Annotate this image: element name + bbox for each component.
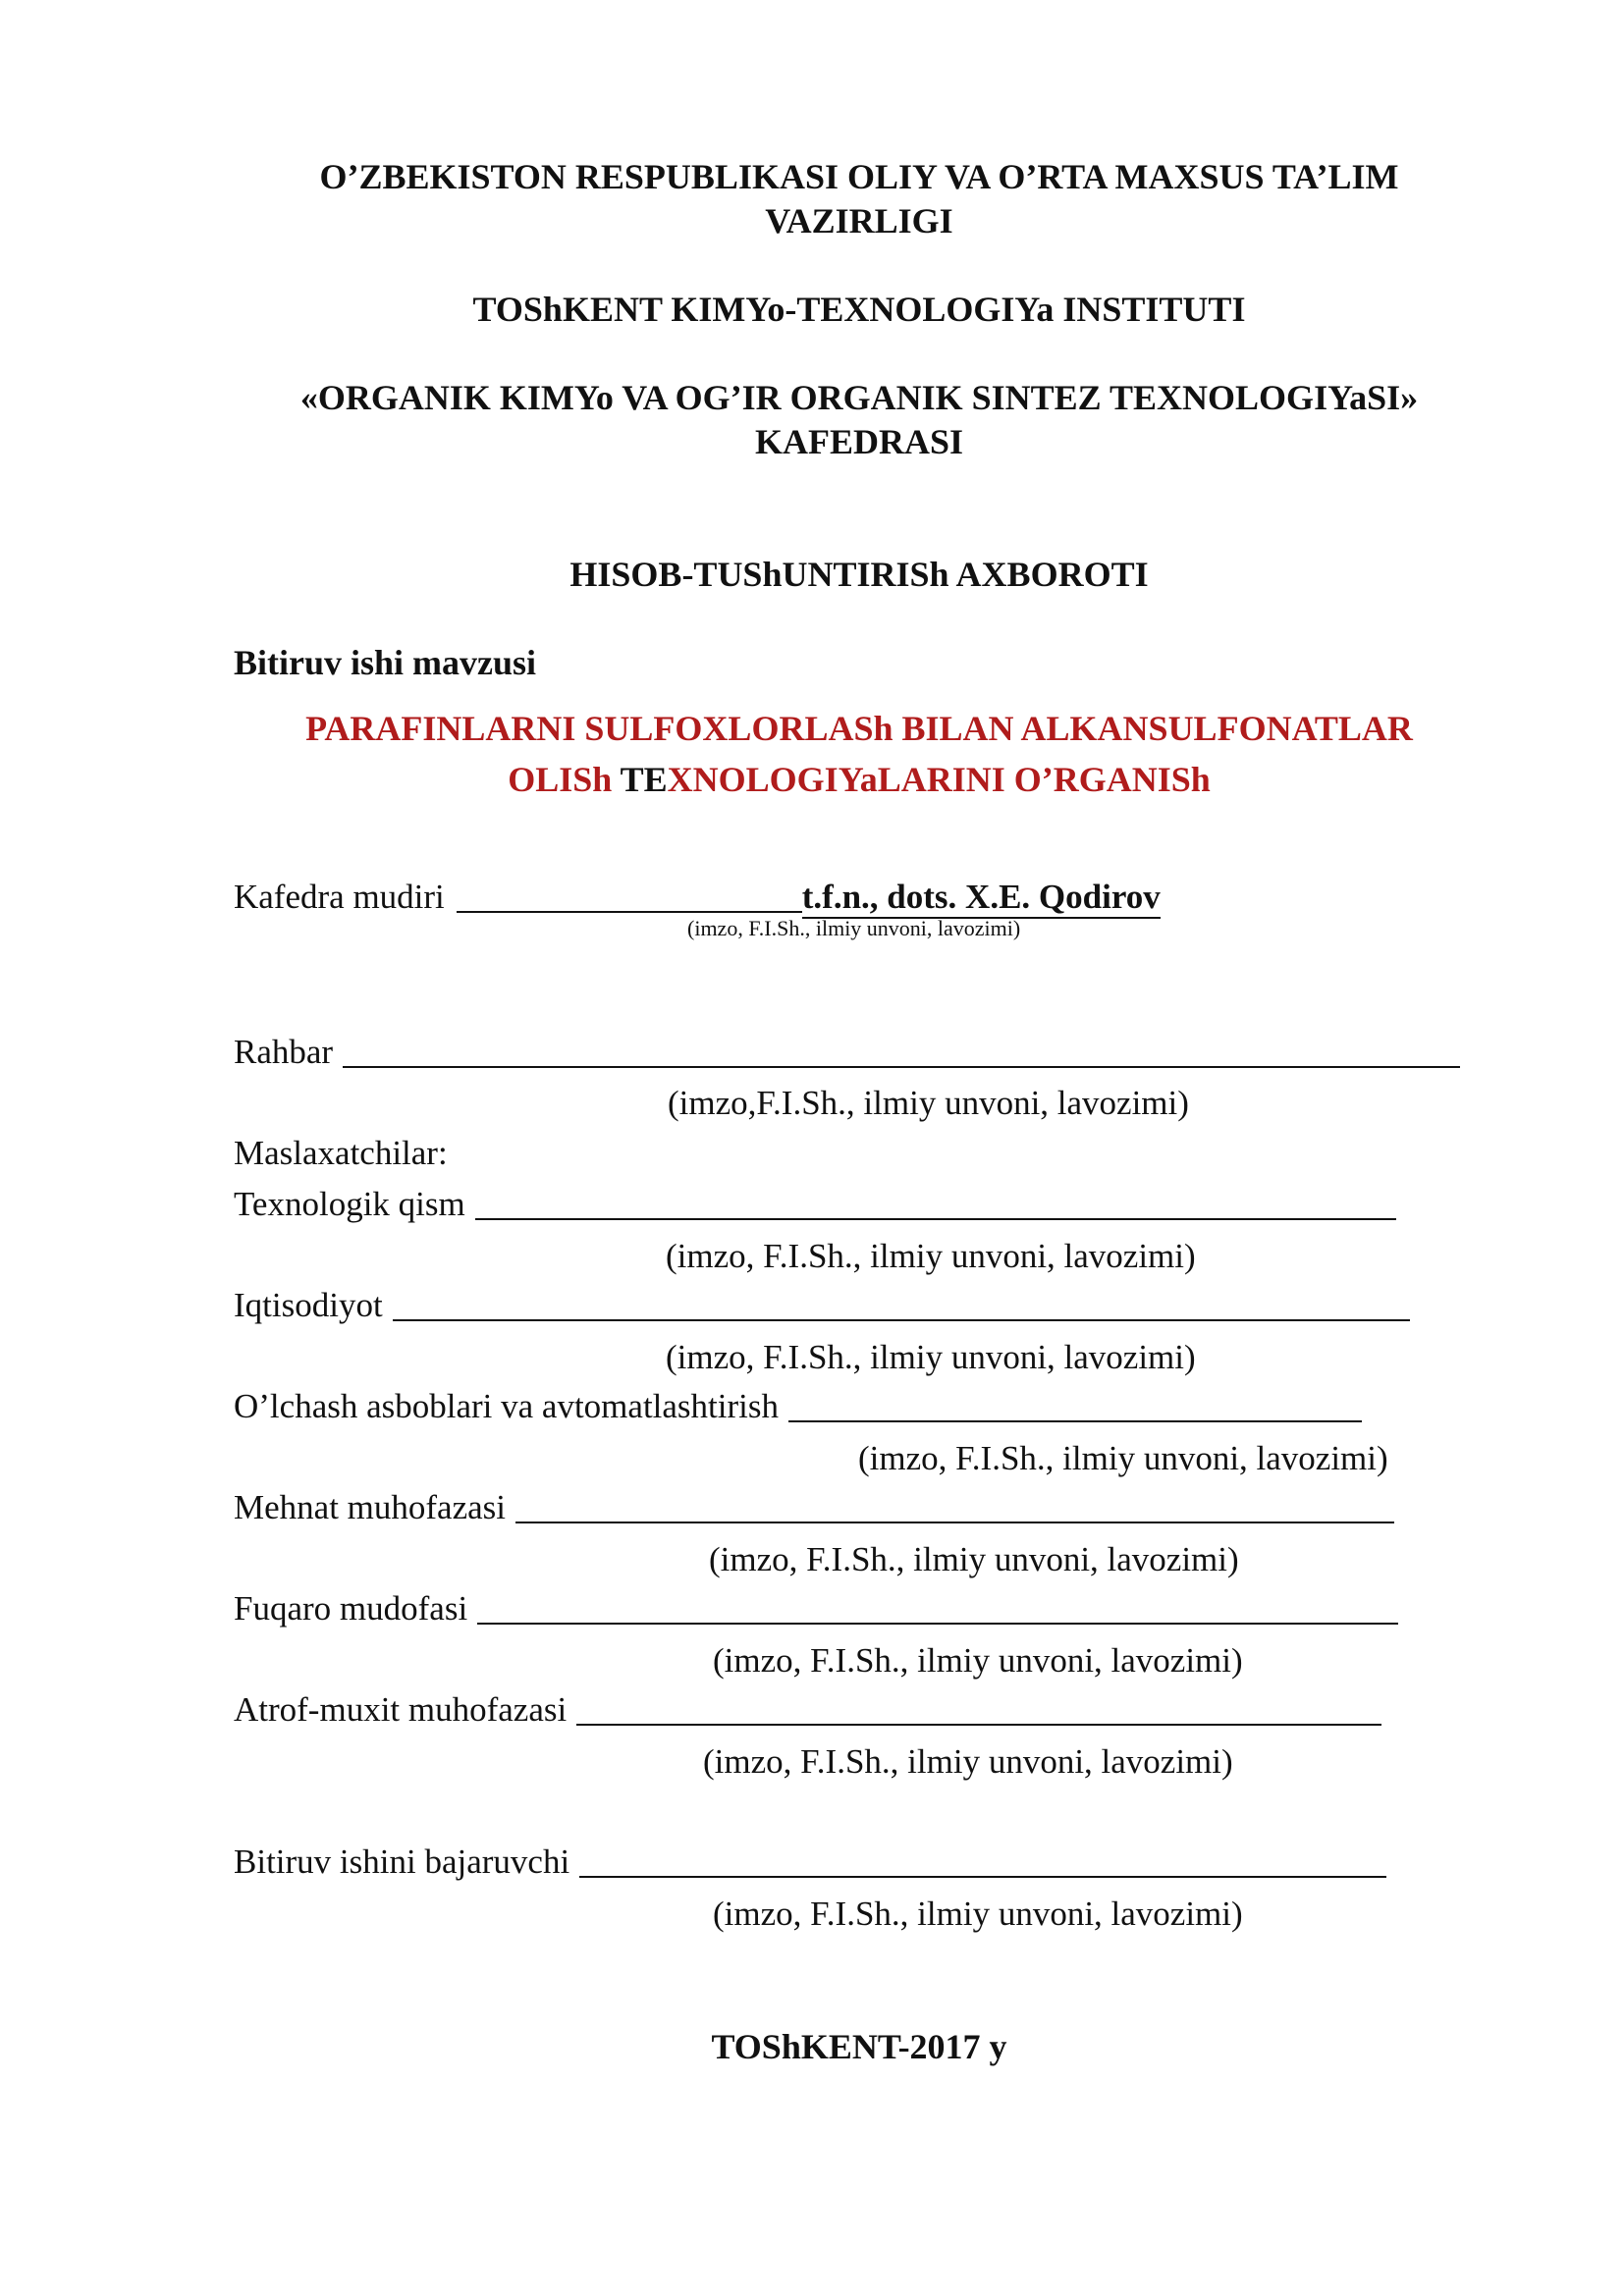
consultant-label-instrumentation: O’lchash asboblari va avtomatlashtirish [234, 1387, 779, 1425]
supervisor-row [234, 1031, 1460, 1074]
topic-label: Bitiruv ishi mavzusi [234, 643, 537, 682]
consultant-signature-line-labor-protection[interactable] [515, 1490, 1394, 1523]
department-line-1: «ORGANIK KIMYo VA OG’IR ORGANIK SINTEZ TEXNOLOGIYaSI» [299, 378, 1419, 417]
ministry-line-2: VAZIRLIGI [765, 201, 953, 240]
ministry-line-1: O’ZBEKISTON RESPUBLIKASI OLIY VA O’RTA MAXSUS TA’LIM [319, 157, 1399, 196]
topic-line-2 [236, 758, 1483, 801]
topic-line-2-part-a: OLISh [508, 760, 621, 799]
head-of-dept-label: Kafedra mudiri [234, 878, 445, 916]
performer-hint: (imzo, F.I.Sh., ilmiy unvoni, lavozimi) [713, 1895, 1243, 1933]
topic-line-2-part-b: TE [620, 760, 668, 799]
supervisor-label: Rahbar [234, 1033, 334, 1071]
institute-name: TOShKENT KIMYo-TEXNOLOGIYa INSTITUTI [472, 290, 1246, 329]
performer-row [234, 1841, 1386, 1884]
head-of-dept-signature-line[interactable] [457, 881, 802, 913]
consultants-label: Maslaxatchilar: [234, 1134, 448, 1172]
supervisor-signature-line[interactable] [343, 1035, 1460, 1068]
consultant-hint-labor-protection: (imzo, F.I.Sh., ilmiy unvoni, lavozimi) [709, 1540, 1239, 1578]
consultant-hint-civil-defense: (imzo, F.I.Sh., ilmiy unvoni, lavozimi) [713, 1641, 1243, 1680]
consultant-row-instrumentation [234, 1385, 1362, 1428]
consultant-hint-technology: (imzo, F.I.Sh., ilmiy unvoni, lavozimi) [666, 1237, 1196, 1275]
consultant-row-labor-protection [234, 1486, 1394, 1529]
consultant-hint-environment: (imzo, F.I.Sh., ilmiy unvoni, lavozimi) [703, 1742, 1233, 1781]
consultant-signature-line-environment[interactable] [576, 1692, 1381, 1726]
consultant-hint-economics: (imzo, F.I.Sh., ilmiy unvoni, lavozimi) [666, 1338, 1196, 1376]
topic-line-1: PARAFINLARNI SULFOXLORLASh BILAN ALKANSULFONATLAR [305, 709, 1413, 748]
supervisor-hint: (imzo,F.I.Sh., ilmiy unvoni, lavozimi) [668, 1084, 1189, 1122]
consultant-label-environment: Atrof-muxit muhofazasi [234, 1690, 568, 1729]
topic-line-2-part-c: XNOLOGIYaLARINI O’RGANISh [667, 760, 1211, 799]
consultant-signature-line-technology[interactable] [475, 1187, 1396, 1220]
consultant-row-economics [234, 1284, 1410, 1327]
head-of-dept-row [234, 876, 1161, 919]
consultant-label-economics: Iqtisodiyot [234, 1286, 383, 1324]
consultant-hint-instrumentation: (imzo, F.I.Sh., ilmiy unvoni, lavozimi) [858, 1439, 1388, 1477]
consultant-row-technology [234, 1183, 1396, 1226]
consultant-signature-line-economics[interactable] [393, 1288, 1410, 1321]
head-of-dept-name: t.f.n., dots. X.E. Qodirov [802, 878, 1161, 919]
document-title: HISOB-TUShUNTIRISh AXBOROTI [569, 555, 1149, 594]
consultant-label-labor-protection: Mehnat muhofazasi [234, 1488, 506, 1526]
consultant-row-environment [234, 1688, 1381, 1732]
consultant-label-technology: Texnologik qism [234, 1185, 465, 1223]
department-line-2: KAFEDRASI [754, 422, 964, 461]
consultant-label-civil-defense: Fuqaro mudofasi [234, 1589, 468, 1628]
footer-city-year: TOShKENT-2017 y [711, 2027, 1007, 2066]
performer-signature-line[interactable] [579, 1844, 1386, 1878]
consultant-signature-line-instrumentation[interactable] [788, 1389, 1362, 1422]
consultant-signature-line-civil-defense[interactable] [477, 1591, 1398, 1625]
performer-label: Bitiruv ishini bajaruvchi [234, 1842, 570, 1881]
head-of-dept-hint: (imzo, F.I.Sh., ilmiy unvoni, lavozimi) [687, 916, 1021, 940]
consultant-row-civil-defense [234, 1587, 1398, 1630]
